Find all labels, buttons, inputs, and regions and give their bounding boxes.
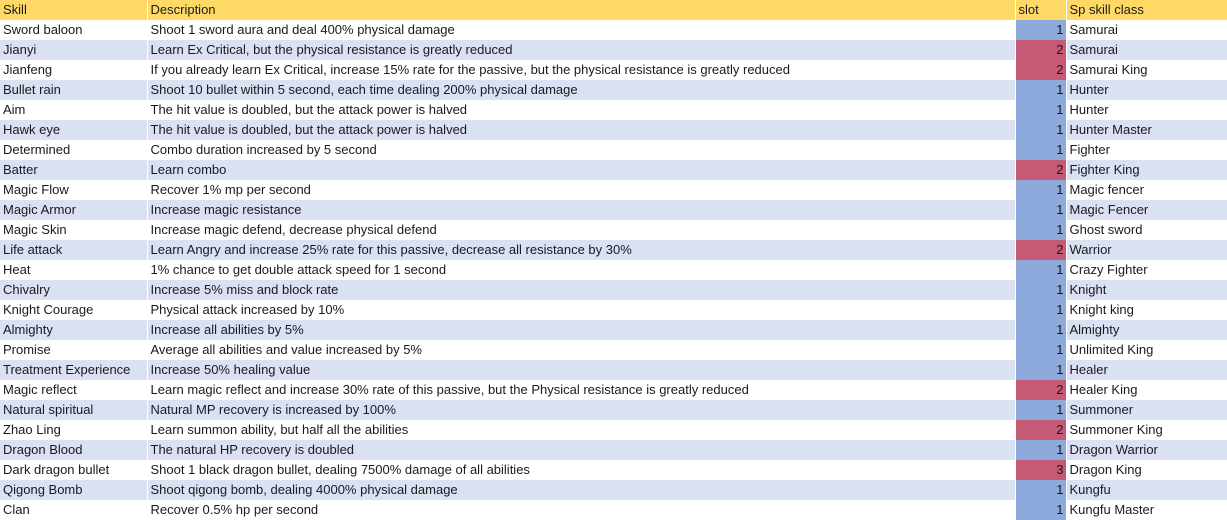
sp-class-cell[interactable]: Magic fencer bbox=[1066, 180, 1227, 200]
sp-class-cell[interactable]: Kungfu bbox=[1066, 480, 1227, 500]
table-row bbox=[0, 400, 1227, 420]
sp-class-cell[interactable]: Almighty bbox=[1066, 320, 1227, 340]
skill-cell[interactable]: Magic Skin bbox=[0, 220, 147, 240]
description-cell[interactable]: Shoot 1 sword aura and deal 400% physical damage bbox=[147, 20, 1015, 40]
skill-cell[interactable]: Promise bbox=[0, 340, 147, 360]
skill-cell[interactable]: Magic Armor bbox=[0, 200, 147, 220]
sp-class-cell[interactable]: Magic Fencer bbox=[1066, 200, 1227, 220]
sp-class-cell[interactable]: Healer King bbox=[1066, 380, 1227, 400]
sp-class-cell[interactable]: Ghost sword bbox=[1066, 220, 1227, 240]
table-row bbox=[0, 480, 1227, 500]
header-skill[interactable]: Skill bbox=[0, 0, 147, 20]
table-row bbox=[0, 140, 1227, 160]
description-cell[interactable]: Physical attack increased by 10% bbox=[147, 300, 1015, 320]
skill-cell[interactable]: Hawk eye bbox=[0, 120, 147, 140]
table-row bbox=[0, 440, 1227, 460]
sp-class-cell[interactable]: Summoner King bbox=[1066, 420, 1227, 440]
sp-class-cell[interactable]: Knight king bbox=[1066, 300, 1227, 320]
skill-cell[interactable]: Magic reflect bbox=[0, 380, 147, 400]
description-cell[interactable]: Learn combo bbox=[147, 160, 1015, 180]
slot-cell[interactable]: 1 bbox=[1015, 400, 1066, 420]
header-description[interactable]: Description bbox=[147, 0, 1015, 20]
sp-class-cell[interactable]: Knight bbox=[1066, 280, 1227, 300]
slot-cell[interactable]: 2 bbox=[1015, 160, 1066, 180]
table-row bbox=[0, 160, 1227, 180]
skill-cell[interactable]: Aim bbox=[0, 100, 147, 120]
slot-cell[interactable]: 2 bbox=[1015, 40, 1066, 60]
slot-cell[interactable]: 1 bbox=[1015, 440, 1066, 460]
table-row bbox=[0, 40, 1227, 60]
description-cell[interactable]: Increase 50% healing value bbox=[147, 360, 1015, 380]
table-row bbox=[0, 360, 1227, 380]
description-cell[interactable]: Recover 0.5% hp per second bbox=[147, 500, 1015, 520]
sp-class-cell[interactable]: Hunter Master bbox=[1066, 120, 1227, 140]
description-cell[interactable]: 1% chance to get double attack speed for 1 second bbox=[147, 260, 1015, 280]
description-cell[interactable]: Learn Angry and increase 25% rate for this passive, decrease all resistance by 30% bbox=[147, 240, 1015, 260]
skill-cell[interactable]: Life attack bbox=[0, 240, 147, 260]
description-cell[interactable]: The natural HP recovery is doubled bbox=[147, 440, 1015, 460]
skill-cell[interactable]: Knight Courage bbox=[0, 300, 147, 320]
sp-class-cell[interactable]: Samurai King bbox=[1066, 60, 1227, 80]
table-row bbox=[0, 100, 1227, 120]
slot-cell[interactable]: 1 bbox=[1015, 340, 1066, 360]
table-row bbox=[0, 200, 1227, 220]
description-cell[interactable]: Shoot 10 bullet within 5 second, each time dealing 200% physical damage bbox=[147, 80, 1015, 100]
skill-cell[interactable]: Dark dragon bullet bbox=[0, 460, 147, 480]
table-row bbox=[0, 320, 1227, 340]
skill-cell[interactable]: Sword baloon bbox=[0, 20, 147, 40]
slot-cell[interactable]: 1 bbox=[1015, 180, 1066, 200]
slot-cell[interactable]: 1 bbox=[1015, 360, 1066, 380]
sp-class-cell[interactable]: Warrior bbox=[1066, 240, 1227, 260]
table-row bbox=[0, 220, 1227, 240]
sp-class-cell[interactable]: Samurai bbox=[1066, 20, 1227, 40]
description-cell[interactable]: Shoot qigong bomb, dealing 4000% physical damage bbox=[147, 480, 1015, 500]
description-cell[interactable]: Increase magic defend, decrease physical defend bbox=[147, 220, 1015, 240]
table-row bbox=[0, 380, 1227, 400]
slot-cell[interactable]: 1 bbox=[1015, 500, 1066, 520]
header-slot[interactable]: slot bbox=[1015, 0, 1066, 20]
skill-cell[interactable]: Zhao Ling bbox=[0, 420, 147, 440]
slot-cell[interactable]: 2 bbox=[1015, 420, 1066, 440]
description-cell[interactable]: If you already learn Ex Critical, increase 15% rate for the passive, but the physical resistance is greatly reduced bbox=[147, 60, 1015, 80]
skill-cell[interactable]: Chivalry bbox=[0, 280, 147, 300]
skill-cell[interactable]: Natural spiritual bbox=[0, 400, 147, 420]
table-row bbox=[0, 240, 1227, 260]
sp-class-cell[interactable]: Fighter bbox=[1066, 140, 1227, 160]
description-cell[interactable]: Combo duration increased by 5 second bbox=[147, 140, 1015, 160]
sp-class-cell[interactable]: Fighter King bbox=[1066, 160, 1227, 180]
description-cell[interactable]: Average all abilities and value increased by 5% bbox=[147, 340, 1015, 360]
table-row bbox=[0, 80, 1227, 100]
skill-cell[interactable]: Qigong Bomb bbox=[0, 480, 147, 500]
skill-cell[interactable]: Bullet rain bbox=[0, 80, 147, 100]
sp-class-cell[interactable]: Crazy Fighter bbox=[1066, 260, 1227, 280]
skill-cell[interactable]: Treatment Experience bbox=[0, 360, 147, 380]
table-row bbox=[0, 20, 1227, 40]
table-row bbox=[0, 420, 1227, 440]
sp-class-cell[interactable]: Hunter bbox=[1066, 100, 1227, 120]
sp-class-cell[interactable]: Hunter bbox=[1066, 80, 1227, 100]
table-row bbox=[0, 180, 1227, 200]
description-cell[interactable]: Learn magic reflect and increase 30% rate of this passive, but the Physical resistance is greatly reduced bbox=[147, 380, 1015, 400]
slot-cell[interactable]: 1 bbox=[1015, 200, 1066, 220]
skill-cell[interactable]: Jianfeng bbox=[0, 60, 147, 80]
sp-class-cell[interactable]: Healer bbox=[1066, 360, 1227, 380]
description-cell[interactable]: Recover 1% mp per second bbox=[147, 180, 1015, 200]
table-row bbox=[0, 340, 1227, 360]
table-row bbox=[0, 60, 1227, 80]
description-cell[interactable]: Increase all abilities by 5% bbox=[147, 320, 1015, 340]
slot-cell[interactable]: 1 bbox=[1015, 300, 1066, 320]
description-cell[interactable]: Increase magic resistance bbox=[147, 200, 1015, 220]
description-cell[interactable]: Learn Ex Critical, but the physical resistance is greatly reduced bbox=[147, 40, 1015, 60]
table-row bbox=[0, 300, 1227, 320]
slot-cell[interactable]: 2 bbox=[1015, 380, 1066, 400]
sp-class-cell[interactable]: Dragon Warrior bbox=[1066, 440, 1227, 460]
description-cell[interactable]: Increase 5% miss and block rate bbox=[147, 280, 1015, 300]
skill-cell[interactable]: Clan bbox=[0, 500, 147, 520]
skill-cell[interactable]: Jianyi bbox=[0, 40, 147, 60]
sp-class-cell[interactable]: Unlimited King bbox=[1066, 340, 1227, 360]
slot-cell[interactable]: 2 bbox=[1015, 240, 1066, 260]
table-row bbox=[0, 280, 1227, 300]
header-row bbox=[0, 0, 1227, 20]
table-row bbox=[0, 500, 1227, 520]
slot-cell[interactable]: 1 bbox=[1015, 120, 1066, 140]
description-cell[interactable]: The hit value is doubled, but the attack power is halved bbox=[147, 120, 1015, 140]
sp-class-cell[interactable]: Samurai bbox=[1066, 40, 1227, 60]
header-sp-skill-class[interactable]: Sp skill class bbox=[1066, 0, 1227, 20]
slot-cell[interactable]: 1 bbox=[1015, 140, 1066, 160]
skill-cell[interactable]: Magic Flow bbox=[0, 180, 147, 200]
table-body bbox=[0, 20, 1227, 520]
description-cell[interactable]: Natural MP recovery is increased by 100% bbox=[147, 400, 1015, 420]
slot-cell[interactable]: 2 bbox=[1015, 60, 1066, 80]
description-cell[interactable]: Shoot 1 black dragon bullet, dealing 7500% damage of all abilities bbox=[147, 460, 1015, 480]
skill-cell[interactable]: Heat bbox=[0, 260, 147, 280]
slot-cell[interactable]: 1 bbox=[1015, 260, 1066, 280]
table-row bbox=[0, 260, 1227, 280]
slot-cell[interactable]: 1 bbox=[1015, 220, 1066, 240]
sp-class-cell[interactable]: Summoner bbox=[1066, 400, 1227, 420]
skill-cell[interactable]: Determined bbox=[0, 140, 147, 160]
sp-class-cell[interactable]: Dragon King bbox=[1066, 460, 1227, 480]
slot-cell[interactable]: 1 bbox=[1015, 80, 1066, 100]
slot-cell[interactable]: 1 bbox=[1015, 480, 1066, 500]
slot-cell[interactable]: 1 bbox=[1015, 100, 1066, 120]
slot-cell[interactable]: 3 bbox=[1015, 460, 1066, 480]
sp-class-cell[interactable]: Kungfu Master bbox=[1066, 500, 1227, 520]
skill-cell[interactable]: Batter bbox=[0, 160, 147, 180]
table-row bbox=[0, 460, 1227, 480]
description-cell[interactable]: Learn summon ability, but half all the abilities bbox=[147, 420, 1015, 440]
skill-cell[interactable]: Almighty bbox=[0, 320, 147, 340]
slot-cell[interactable]: 1 bbox=[1015, 20, 1066, 40]
skill-cell[interactable]: Dragon Blood bbox=[0, 440, 147, 460]
description-cell[interactable]: The hit value is doubled, but the attack power is halved bbox=[147, 100, 1015, 120]
table-row bbox=[0, 120, 1227, 140]
slot-cell[interactable]: 1 bbox=[1015, 320, 1066, 340]
slot-cell[interactable]: 1 bbox=[1015, 280, 1066, 300]
